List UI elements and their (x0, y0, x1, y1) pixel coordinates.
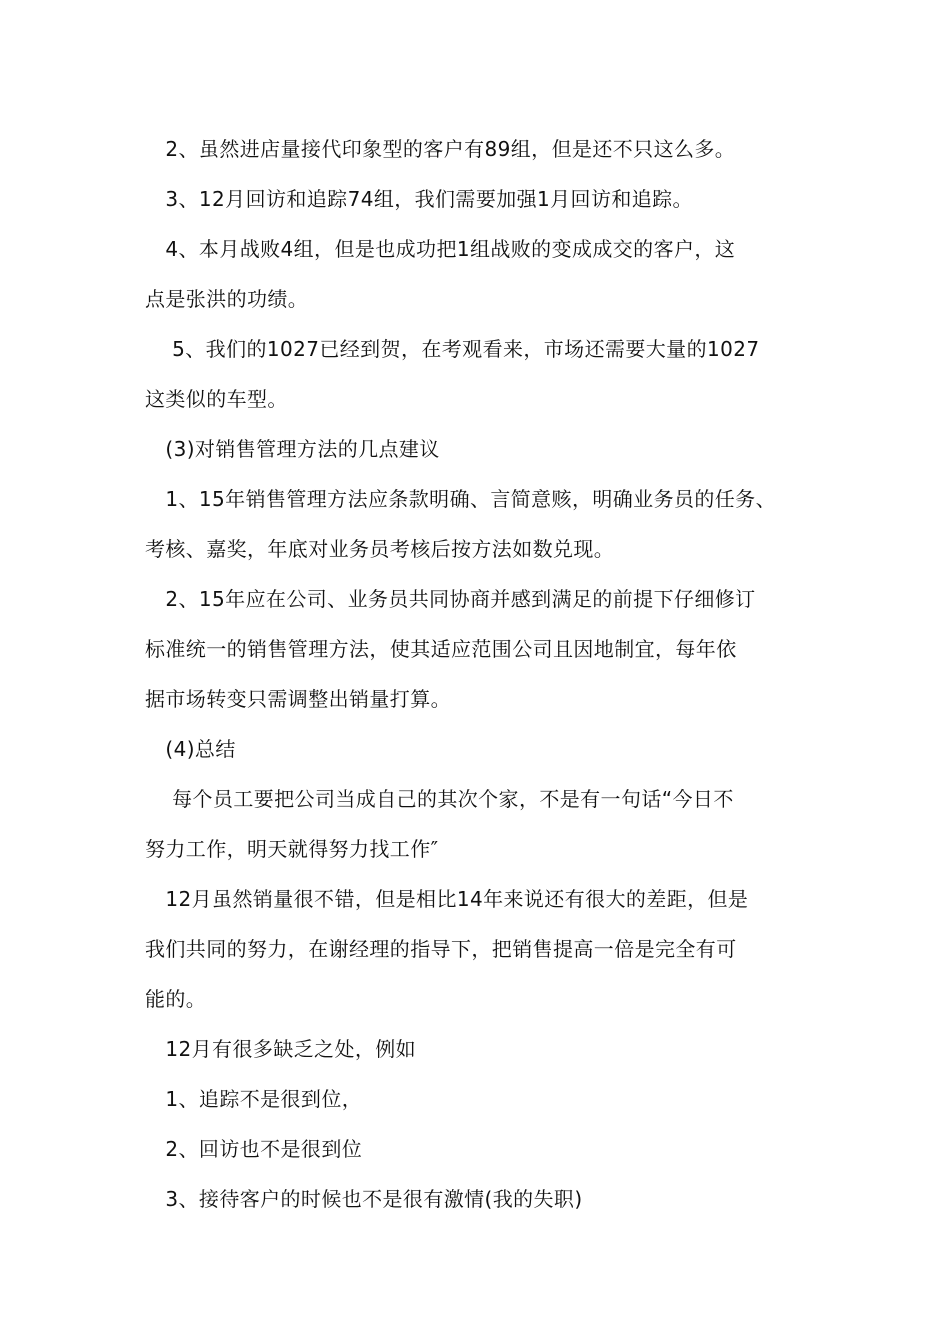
text-line: 这类似的车型。 (145, 387, 288, 411)
text-line: 2、虽然进店量接代印象型的客户有89组，但是还不只这么多。 (145, 137, 736, 161)
list-item: 1、追踪不是很到位， (145, 1087, 363, 1111)
text-line: 12月有很多缺乏之处，例如 (145, 1037, 417, 1061)
text-line: 5、我们的1027已经到贺，在考观看来，市场还需要大量的1027 (145, 337, 760, 361)
text-line: 标准统一的销售管理方法，使其适应范围公司且因地制宜，每年依 (145, 637, 737, 661)
text-line: 4、本月战败4组，但是也成功把1组战败的变成成交的客户，这 (145, 237, 736, 261)
text-line: 12月虽然销量很不错，但是相比14年来说还有很大的差距，但是 (145, 887, 749, 911)
text-line: 我们共同的努力，在谢经理的指导下，把销售提高一倍是完全有可 (145, 937, 737, 961)
text-line: 1、15年销售管理方法应条款明确、言简意赅，明确业务员的任务、 (145, 487, 776, 511)
text-line: 2、15年应在公司、业务员共同协商并感到满足的前提下仔细修订 (145, 587, 756, 611)
text-line: 据市场转变只需调整出销量打算。 (145, 687, 451, 711)
section-heading: (4)总结 (145, 737, 236, 761)
text-line: 点是张洪的功绩。 (145, 287, 309, 311)
text-line: 能的。 (145, 987, 207, 1011)
list-item: 3、接待客户的时候也不是很有激情(我的失职) (145, 1187, 583, 1211)
section-heading: (3)对销售管理方法的几点建议 (145, 437, 440, 461)
text-line: 考核、嘉奖，年底对业务员考核后按方法如数兑现。 (145, 537, 615, 561)
text-line: 每个员工要把公司当成自己的其次个家，不是有一句话“今日不 (145, 787, 734, 811)
list-item: 2、回访也不是很到位 (145, 1137, 363, 1161)
text-line: 努力工作，明天就得努力找工作″ (145, 837, 439, 861)
text-line: 3、12月回访和追踪74组，我们需要加强1月回访和追踪。 (145, 187, 693, 211)
